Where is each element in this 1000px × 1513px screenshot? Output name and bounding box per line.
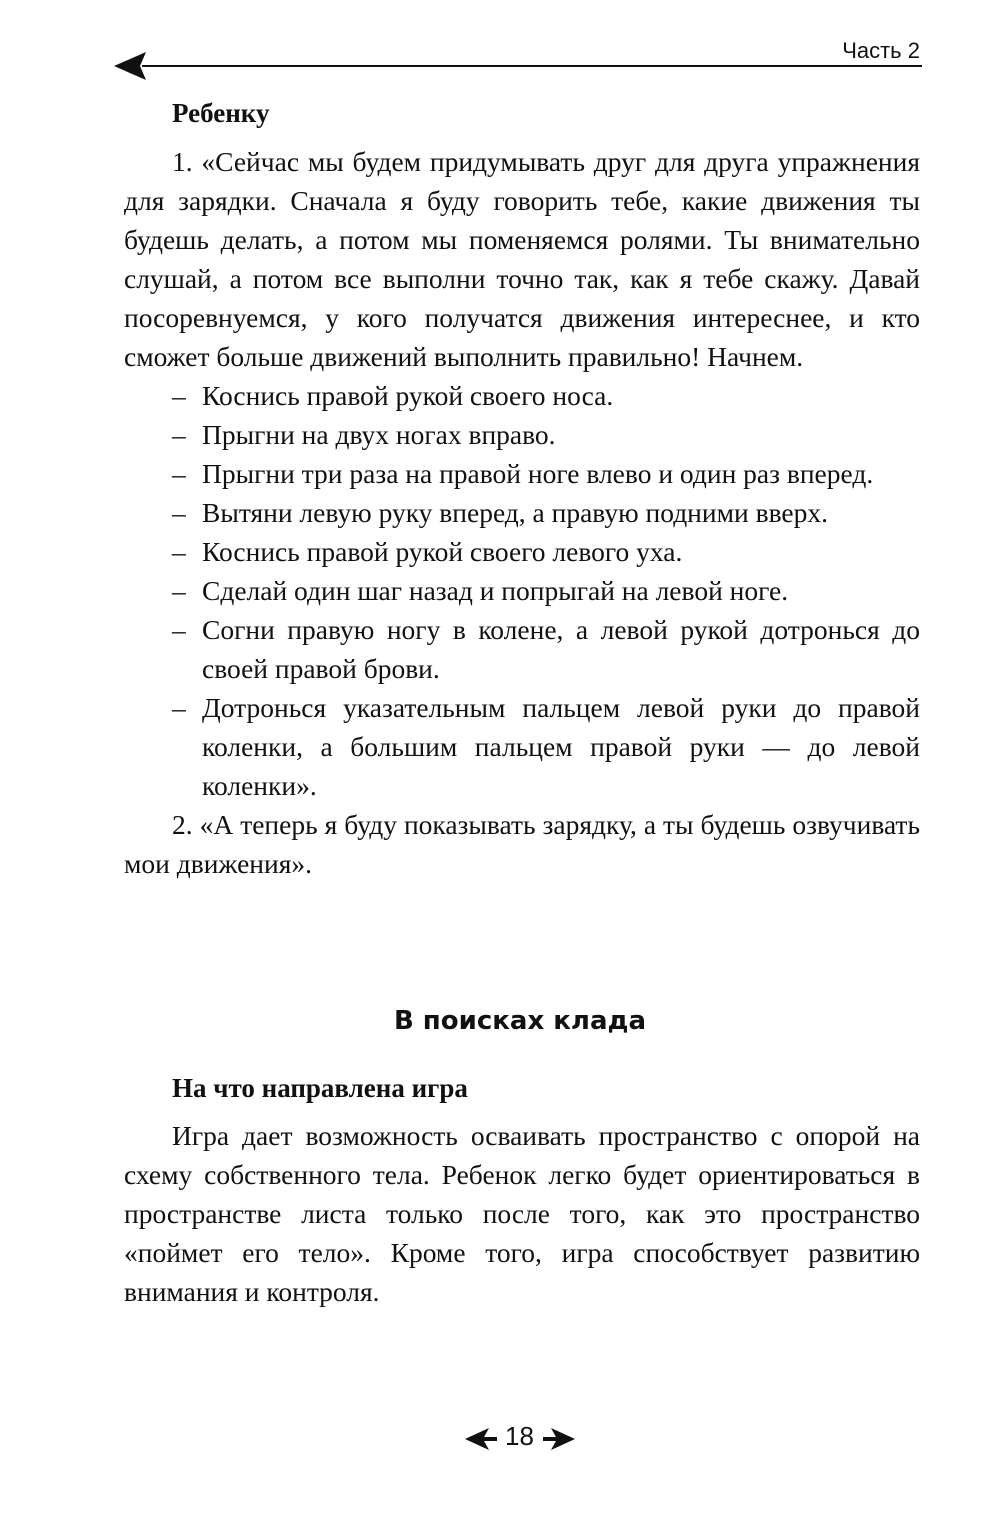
exercise-instructions xyxy=(124,142,920,883)
dash-marker: – xyxy=(172,419,186,450)
dash-marker: – xyxy=(172,536,186,567)
section-title: В поисках клада xyxy=(393,1006,647,1036)
list-item: – Прыгни на двух ногах вправо. xyxy=(124,415,920,454)
header-rule xyxy=(142,65,922,67)
instruction-item-1: 1. «Сейчас мы будем придумывать друг для друга упражнения для зарядки. Сначала я буду говорить тебе, какие движения ты будешь делать, а потом мы поменяемся ролями. Ты внимательно слушай, а потом все выполни точно так, как я тебе скажу. Давай посоревнуемся, у кого получатся движения интереснее, и кто сможет больше движений выполнить правильно! Начнем. xyxy=(124,146,920,372)
purpose-paragraph: Игра дает возможность осваивать пространство с опорой на схему собственного тела. Ребенок легко будет ориентироваться в пространстве листа только после того, как это пространство «поймет его тело». Кроме того, игра способствует развитию внимания и контроля. xyxy=(124,1120,920,1307)
list-item: – Сделай один шаг назад и попрыгай на левой ноге. xyxy=(124,571,920,610)
part-label: Часть 2 xyxy=(842,38,920,63)
dash-marker: – xyxy=(172,380,186,411)
list-item: – Коснись правой рукой своего левого уха. xyxy=(124,532,920,571)
list-item: – Прыгни три раза на правой ноге влево и один раз вперед. xyxy=(124,454,920,493)
instruction-item-2: 2. «А теперь я буду показывать зарядку, а ты будешь озвучивать мои движения». xyxy=(124,809,920,879)
left-arrow-icon xyxy=(463,1426,497,1452)
dash-marker: – xyxy=(172,497,186,528)
list-item: – Согни правую ногу в колене, а левой рукой дотронься до своей правой брови. xyxy=(124,610,920,688)
list-item: – Дотронься указательным пальцем левой руки до правой коленки, а большим пальцем правой руки — до левой коленки». xyxy=(124,688,920,805)
list-item: – Вытяни левую руку вперед, а правую подними вверх. xyxy=(124,493,920,532)
list-item: – Коснись правой рукой своего носа. xyxy=(124,376,920,415)
page-number: 18 xyxy=(505,1421,534,1451)
dash-marker: – xyxy=(172,614,186,645)
subheading-rebenku: Ребенку xyxy=(172,98,270,128)
page-footer xyxy=(463,1418,583,1458)
purpose-text xyxy=(124,1116,920,1311)
subheading-purpose: На что направлена игра xyxy=(172,1073,468,1103)
dash-marker: – xyxy=(172,692,186,723)
right-arrow-icon xyxy=(543,1426,577,1452)
movement-list xyxy=(124,376,920,805)
dash-marker: – xyxy=(172,458,186,489)
running-header xyxy=(112,34,922,80)
dash-marker: – xyxy=(172,575,186,606)
